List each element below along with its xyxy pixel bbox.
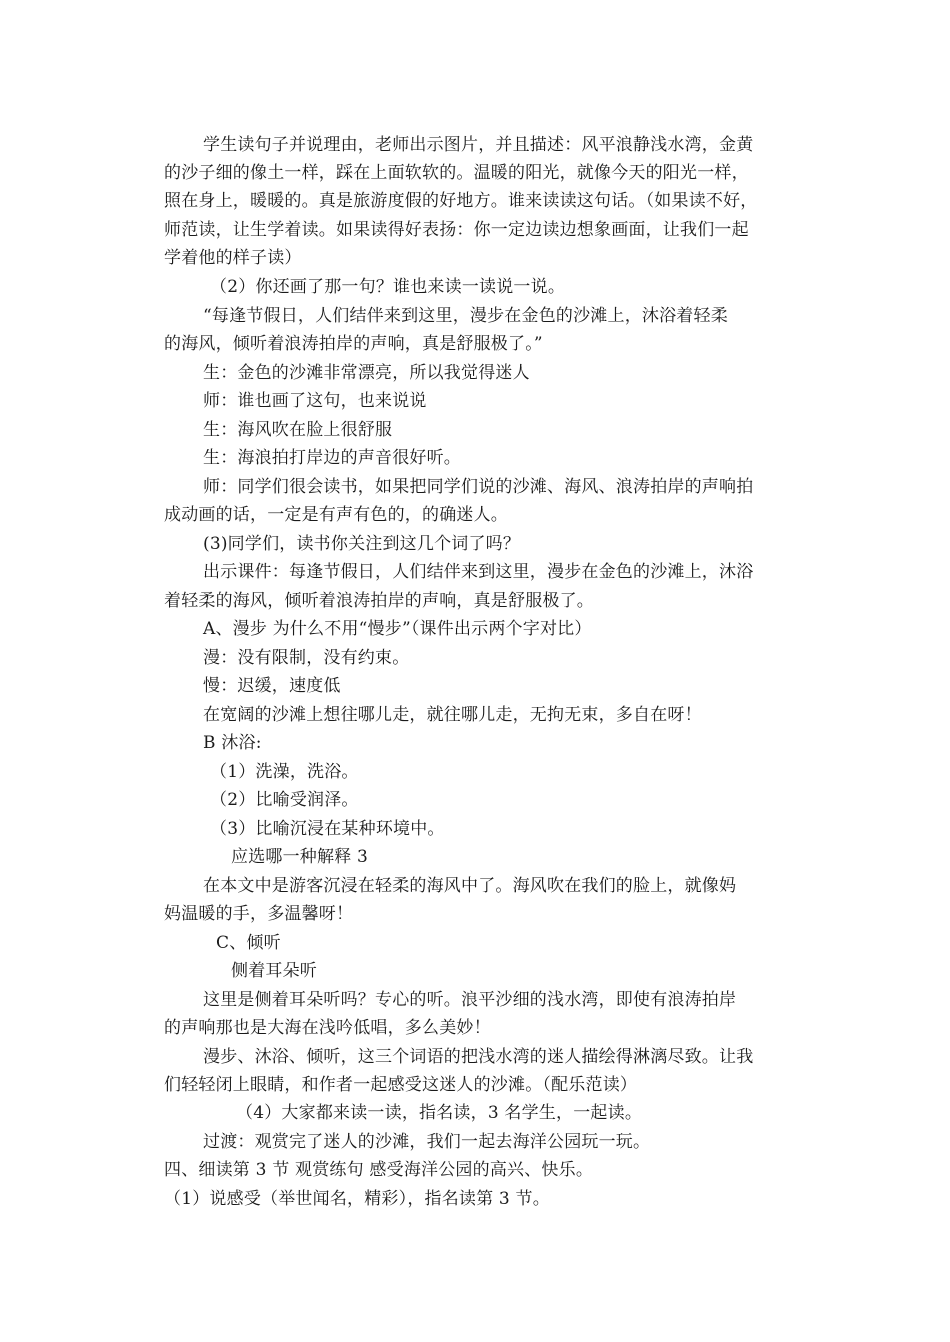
paragraph-line: 的沙子细的像土一样，踩在上面软软的。温暖的阳光，就像今天的阳光一样， (164, 163, 749, 183)
paragraph-line: 生：金色的沙滩非常漂亮，所以我觉得迷人 (203, 363, 530, 383)
paragraph-line: 漫：没有限制，没有约束。 (203, 648, 410, 668)
paragraph-line: B 沐浴: (203, 733, 262, 753)
paragraph-line: （1）说感受（举世闻名，精彩），指名读第 3 节。 (164, 1189, 550, 1209)
paragraph-line: 照在身上，暖暖的。真是旅游度假的好地方。谁来读读这句话。（如果读不好， (164, 191, 758, 211)
paragraph-line: 的海风，倾听着浪涛拍岸的声响，真是舒服极了。” (164, 334, 543, 354)
paragraph-line: 应选哪一种解释 3 (231, 847, 369, 867)
paragraph-line: 慢：迟缓，速度低 (203, 676, 341, 696)
paragraph-line: 在宽阔的沙滩上想往哪儿走，就往哪儿走，无拘无束，多自在呀！ (203, 705, 702, 725)
paragraph-line: （2）比喻受润泽。 (210, 790, 359, 810)
paragraph-line: 们轻轻闭上眼睛，和作者一起感受这迷人的沙滩。（配乐范读） (164, 1075, 638, 1095)
paragraph-line: 出示课件：每逢节假日，人们结伴来到这里，漫步在金色的沙滩上，沐浴 (203, 562, 754, 582)
paragraph-line: 学着他的样子读） (164, 248, 302, 268)
paragraph-line: A、漫步 为什么不用“慢步”（课件出示两个字对比） (203, 619, 592, 639)
paragraph-line: 过渡：观赏完了迷人的沙滩，我们一起去海洋公园玩一玩。 (203, 1132, 651, 1152)
paragraph-line: (3)同学们，读书你关注到这几个词了吗？ (203, 534, 521, 554)
paragraph-line: 生：海浪拍打岸边的声音很好听。 (203, 448, 461, 468)
paragraph-line: 成动画的话，一定是有声有色的，的确迷人。 (164, 505, 508, 525)
paragraph-line: 师范读，让生学着读。如果读得好表扬：你一定边读边想象画面，让我们一起 (164, 220, 749, 240)
paragraph-line: （3）比喻沉浸在某种环境中。 (210, 819, 445, 839)
paragraph-line: 在本文中是游客沉浸在轻柔的海风中了。海风吹在我们的脸上，就像妈 (203, 876, 737, 896)
paragraph-line: 着轻柔的海风，倾听着浪涛拍岸的声响，真是舒服极了。 (164, 591, 594, 611)
paragraph-line: 侧着耳朵听 (231, 961, 317, 981)
paragraph-line: 师：同学们很会读书，如果把同学们说的沙滩、海风、浪涛拍岸的声响拍 (203, 477, 754, 497)
paragraph-line: 的声响那也是大海在浅吟低唱，多么美妙！ (164, 1018, 491, 1038)
section-heading: 四、细读第 3 节 观赏练句 感受海洋公园的高兴、快乐。 (164, 1160, 594, 1180)
paragraph-line: 生：海风吹在脸上很舒服 (203, 420, 393, 440)
paragraph-line: 学生读句子并说理由，老师出示图片，并且描述：风平浪静浅水湾，金黄 (203, 135, 754, 155)
paragraph-line: 妈温暖的手，多温馨呀！ (164, 904, 354, 924)
paragraph-line: 漫步、沐浴、倾听，这三个词语的把浅水湾的迷人描绘得淋漓尽致。让我 (203, 1047, 754, 1067)
paragraph-line: （1）洗澡，洗浴。 (210, 762, 359, 782)
paragraph-line: 这里是侧着耳朵听吗？专心的听。浪平沙细的浅水湾，即使有浪涛拍岸 (203, 990, 737, 1010)
paragraph-line: （2）你还画了那一句？谁也来读一读说一说。 (210, 277, 566, 297)
paragraph-line: C、倾听 (216, 933, 281, 953)
paragraph-line: （4）大家都来读一读，指名读，3 名学生，一起读。 (236, 1103, 643, 1123)
paragraph-line: “每逢节假日，人们结伴来到这里，漫步在金色的沙滩上，沐浴着轻柔 (203, 306, 728, 326)
paragraph-line: 师：谁也画了这句，也来说说 (203, 391, 427, 411)
